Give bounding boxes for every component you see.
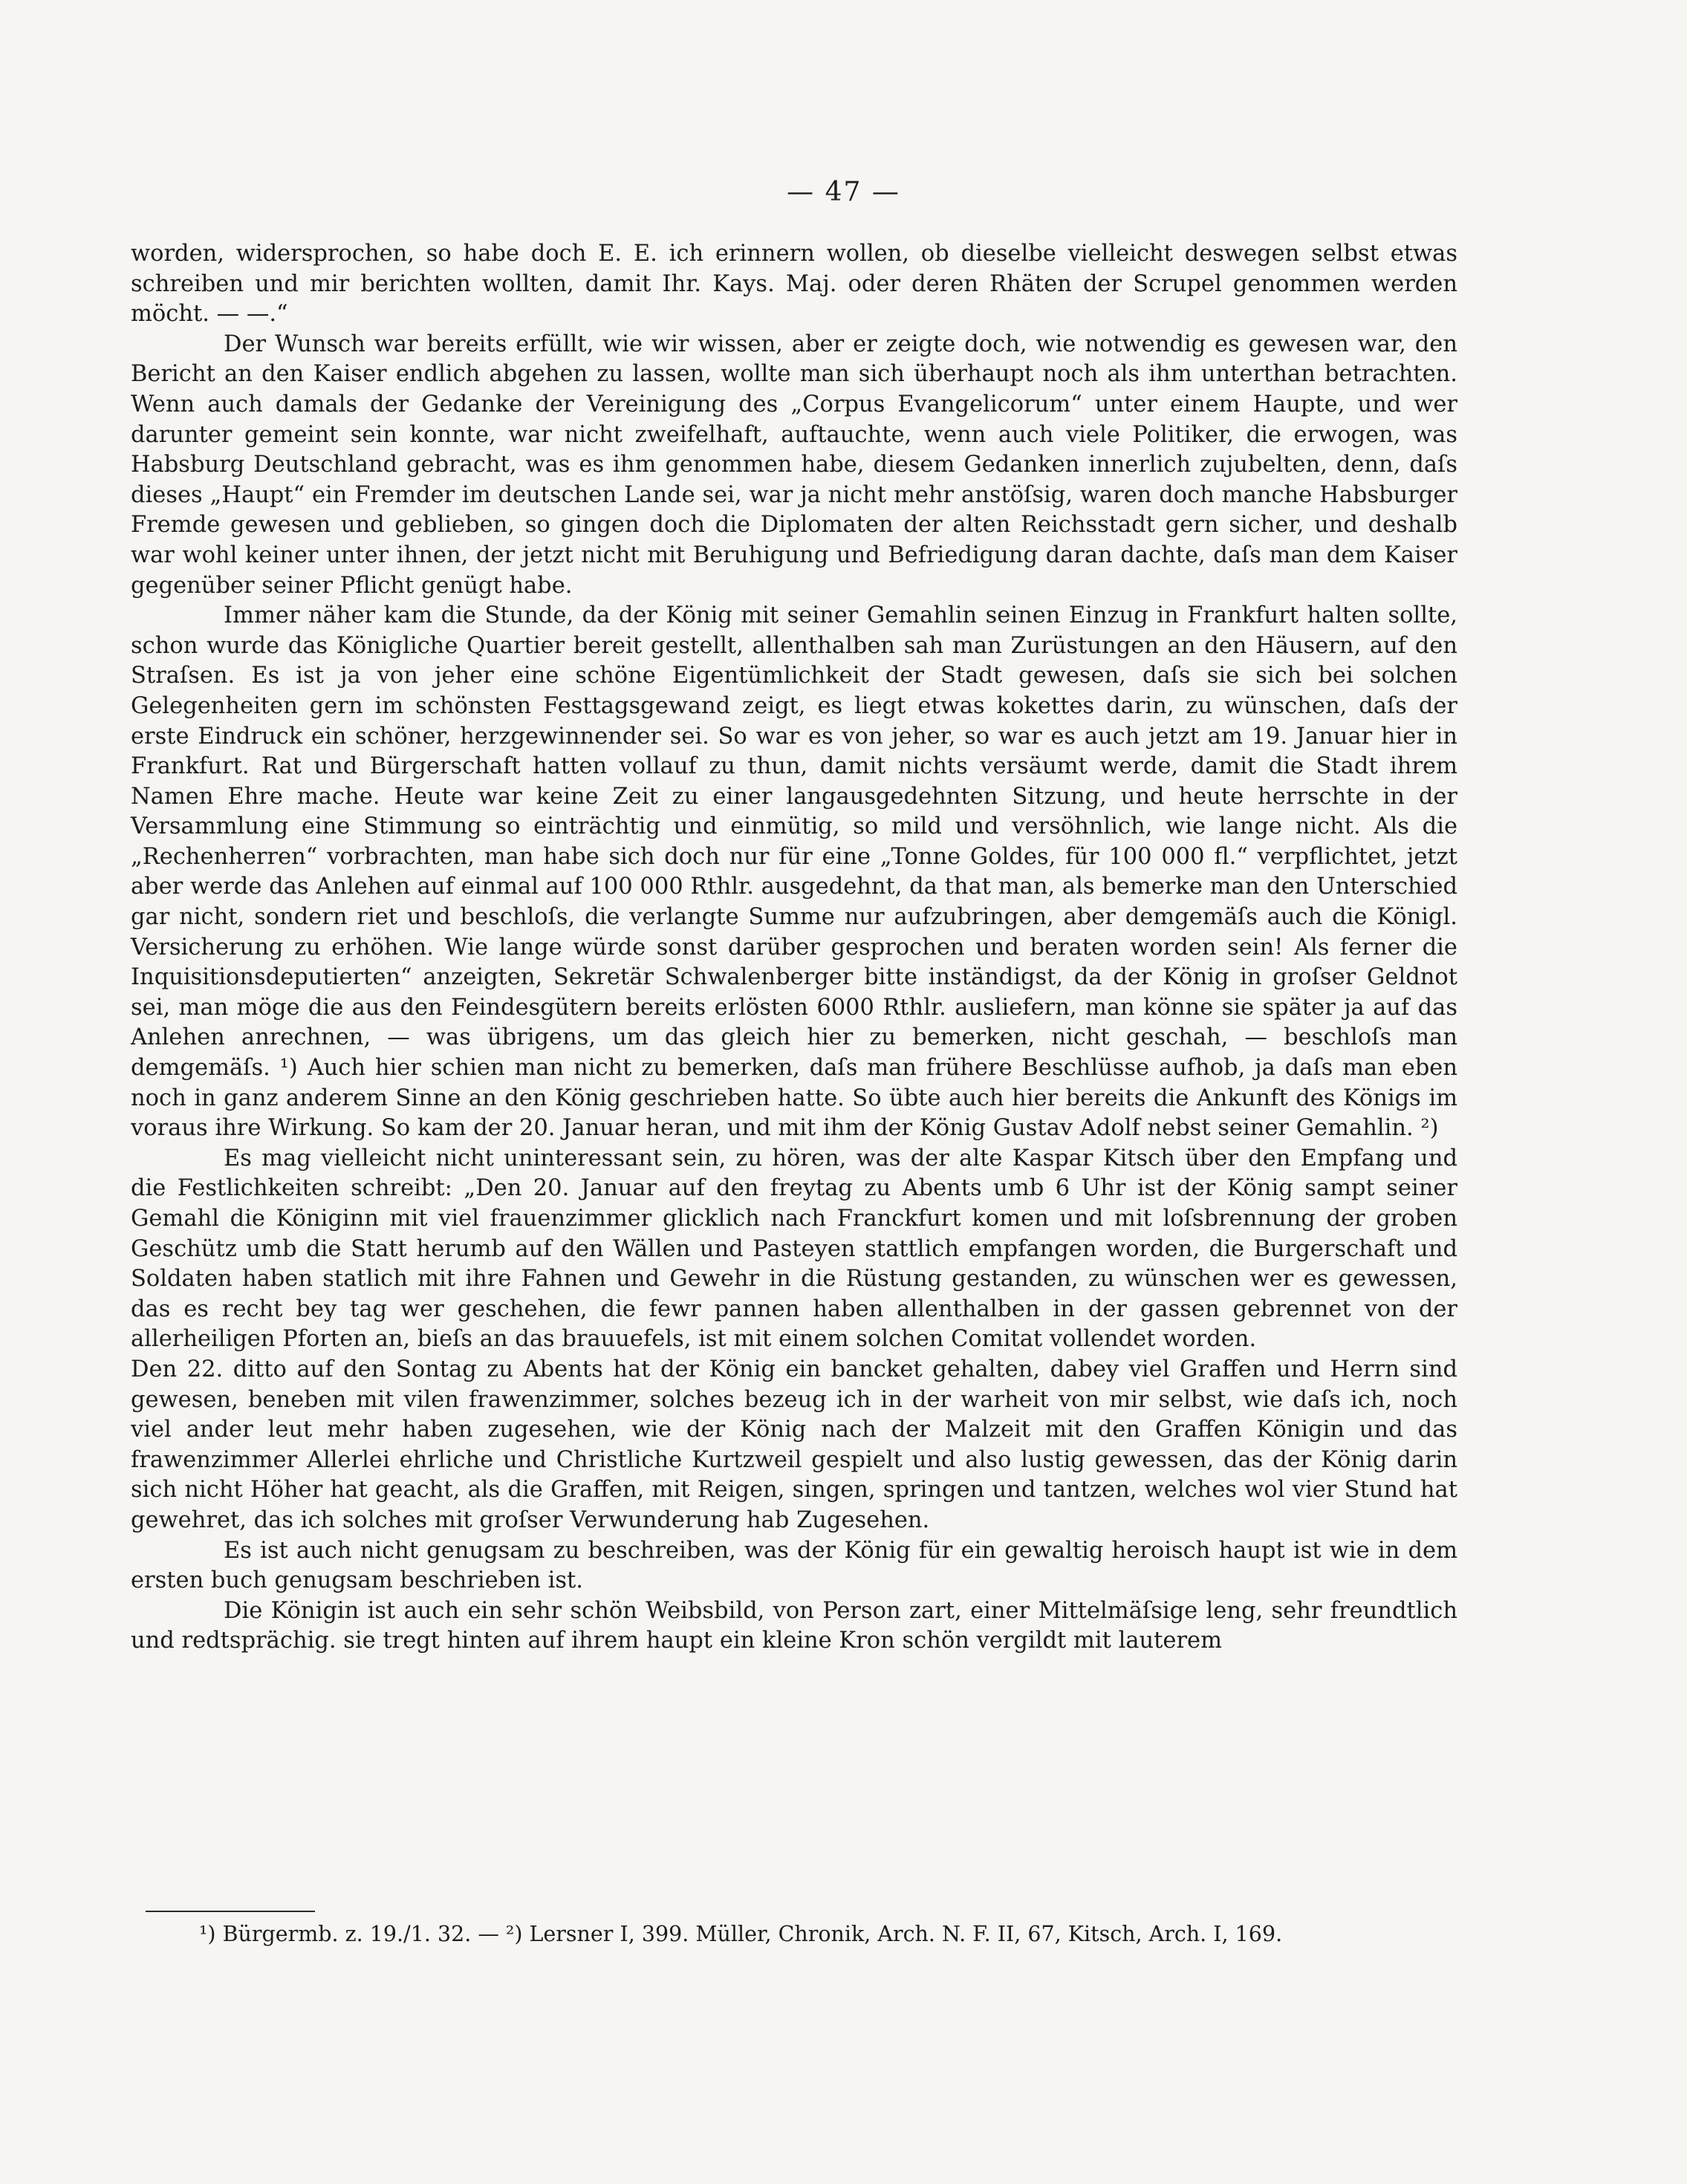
paragraph-3: Immer näher kam die Stunde, da der König mit seiner Gemahlin seinen Einzug in Frankfurt halten sollte, schon wurde das Königliche Quartier bereit gestellt, allenthalben sah man Zurüstungen an den Häusern, auf den Straſsen. Es ist ja von jeher eine schöne Eigentümlichkeit der Stadt gewesen, daſs sie sich bei solchen Gelegenheiten gern im schönsten Festtagsgewand zeigt, es liegt etwas kokettes darin, zu wünschen, daſs der erste Eindruck ein schöner, herzgewinnender sei. So war es von jeher, so war es auch jetzt am 19. Januar hier in Frankfurt. Rat und Bürgerschaft hatten vollauf zu thun, damit nichts versäumt werde, damit die Stadt ihrem Namen Ehre mache. Heute war keine Zeit zu einer langausgedehnten Sitzung, und heute herrschte in der Versammlung eine Stimmung so einträchtig und einmütig, so mild und versöhnlich, wie lange nicht. Als die „Rechenherren“ vorbrachten, man habe sich doch nur für eine „Tonne Goldes, für 100 000 fl.“ verpflichtet, jetzt aber werde das Anlehen auf einmal auf 100 000 Rthlr. ausgedehnt, da that man, als bemerke man den Unterschied gar nicht, sondern riet und beschloſs, die verlangte Summe nur aufzubringen, aber demgemäſs auch die Königl. Versicherung zu erhöhen. Wie lange würde sonst darüber gesprochen und beraten worden sein! Als ferner die Inquisitionsdeputierten“ anzeigten, Sekretär Schwalenberger bitte inständigst, da der König in groſser Geldnot sei, man möge die aus den Feindesgütern bereits erlösten 6000 Rthlr. ausliefern, man könne sie später ja auf das Anlehen anrechnen, — was übrigens, um das gleich hier zu bemerken, nicht geschah, — beschloſs man demgemäſs. ¹) Auch hier schien man nicht zu bemerken, daſs man frühere Beschlüsse aufhob, ja daſs man eben noch in ganz anderem Sinne an den König geschrieben hatte. So übte auch hier bereits die Ankunft des Königs im voraus ihre Wirkung. So kam der 20. Januar heran, und mit ihm der König Gustav Adolf nebst seiner Gemahlin. ²)	[131, 602, 1457, 1142]
paragraph-6: Es ist auch nicht genugsam zu beschreiben, was der König für ein gewaltig heroisch haupt ist wie in dem ersten buch genugsam beschrieben ist.	[131, 1537, 1457, 1594]
page-number: — 47 —	[787, 177, 900, 207]
body-text	[131, 239, 1457, 1657]
paragraph-5: Den 22. ditto auf den Sontag zu Abents hat der König ein bancket gehalten, dabey viel Graffen und Herrn sind gewesen, beneben mit vilen frawenzimmer, solches bezeug ich in der warheit von mir selbst, wie daſs ich, noch viel ander leut mehr haben zugesehen, wie der König nach der Malzeit mit den Graffen Königin und das frawenzimmer Allerlei ehrliche und Christliche Kurtzweil gespielt und also lustig gewessen, das der König darin sich nicht Höher hat geacht, als die Graffen, mit Reigen, singen, springen und tantzen, welches wol vier Stund hat gewehret, das ich solches mit groſser Verwunderung hab Zugesehen.	[131, 1356, 1457, 1533]
paragraph-2: Der Wunsch war bereits erfüllt, wie wir wissen, aber er zeigte doch, wie notwendig es gewesen war, den Bericht an den Kaiser endlich abgehen zu lassen, wollte man sich überhaupt noch als ihm unterthan betrachten. Wenn auch damals der Gedanke der Vereinigung des „Corpus Evangelicorum“ unter einem Haupte, und wer darunter gemeint sein konnte, war nicht zweifelhaft, auftauchte, wenn auch viele Politiker, die erwogen, was Habsburg Deutschland gebracht, was es ihm genommen habe, diesem Gedanken innerlich zujubelten, denn, daſs dieses „Haupt“ ein Fremder im deutschen Lande sei, war ja nicht mehr anstöſsig, waren doch manche Habsburger Fremde gewesen und geblieben, so gingen doch die Diplomaten der alten Reichsstadt gern sicher, und deshalb war wohl keiner unter ihnen, der jetzt nicht mit Beruhigung und Befriedigung daran dachte, daſs man dem Kaiser gegenüber seiner Pflicht genügt habe.	[131, 331, 1457, 599]
footnote-divider	[146, 1911, 315, 1912]
footnotes: ¹) Bürgermb. z. 19./1. 32. — ²) Lersner I, 399. Müller, Chronik, Arch. N. F. II, 67, Kitsch, Arch. I, 169.	[199, 1922, 1283, 1946]
paragraph-7: Die Königin ist auch ein sehr schön Weibsbild, von Person zart, einer Mittelmäſsige leng, sehr freundtlich und redtsprächig. sie tregt hinten auf ihrem haupt ein kleine Kron schön vergildt mit lauterem	[131, 1597, 1457, 1654]
paragraph-1: worden, widersprochen, so habe doch E. E. ich erinnern wollen, ob dieselbe vielleicht deswegen selbst etwas schreiben und mir berichten wollten, damit Ihr. Kays. Maj. oder deren Rhäten der Scrupel genommen werden möcht. — —.“	[131, 241, 1457, 328]
paragraph-4: Es mag vielleicht nicht uninteressant sein, zu hören, was der alte Kaspar Kitsch über den Empfang und die Festlichkeiten schreibt: „Den 20. Januar auf den freytag zu Abents umb 6 Uhr ist der König sampt seiner Gemahl die Königinn mit viel frauenzimmer glicklich nach Franckfurt komen und mit loſsbrennung der groben Geschütz umb die Statt herumb auf den Wällen und Pasteyen stattlich empfangen worden, die Burgerschaft und Soldaten haben statlich mit ihre Fahnen und Gewehr in die Rüstung gestanden, zu wünschen wer es gewessen, das es recht bey tag wer geschehen, die fewr pannen haben allenthalben in der gassen gebrennet von der allerheiligen Pforten an, bieſs an das brauuefels, ist mit einem solchen Comitat vollendet worden.	[131, 1145, 1457, 1353]
